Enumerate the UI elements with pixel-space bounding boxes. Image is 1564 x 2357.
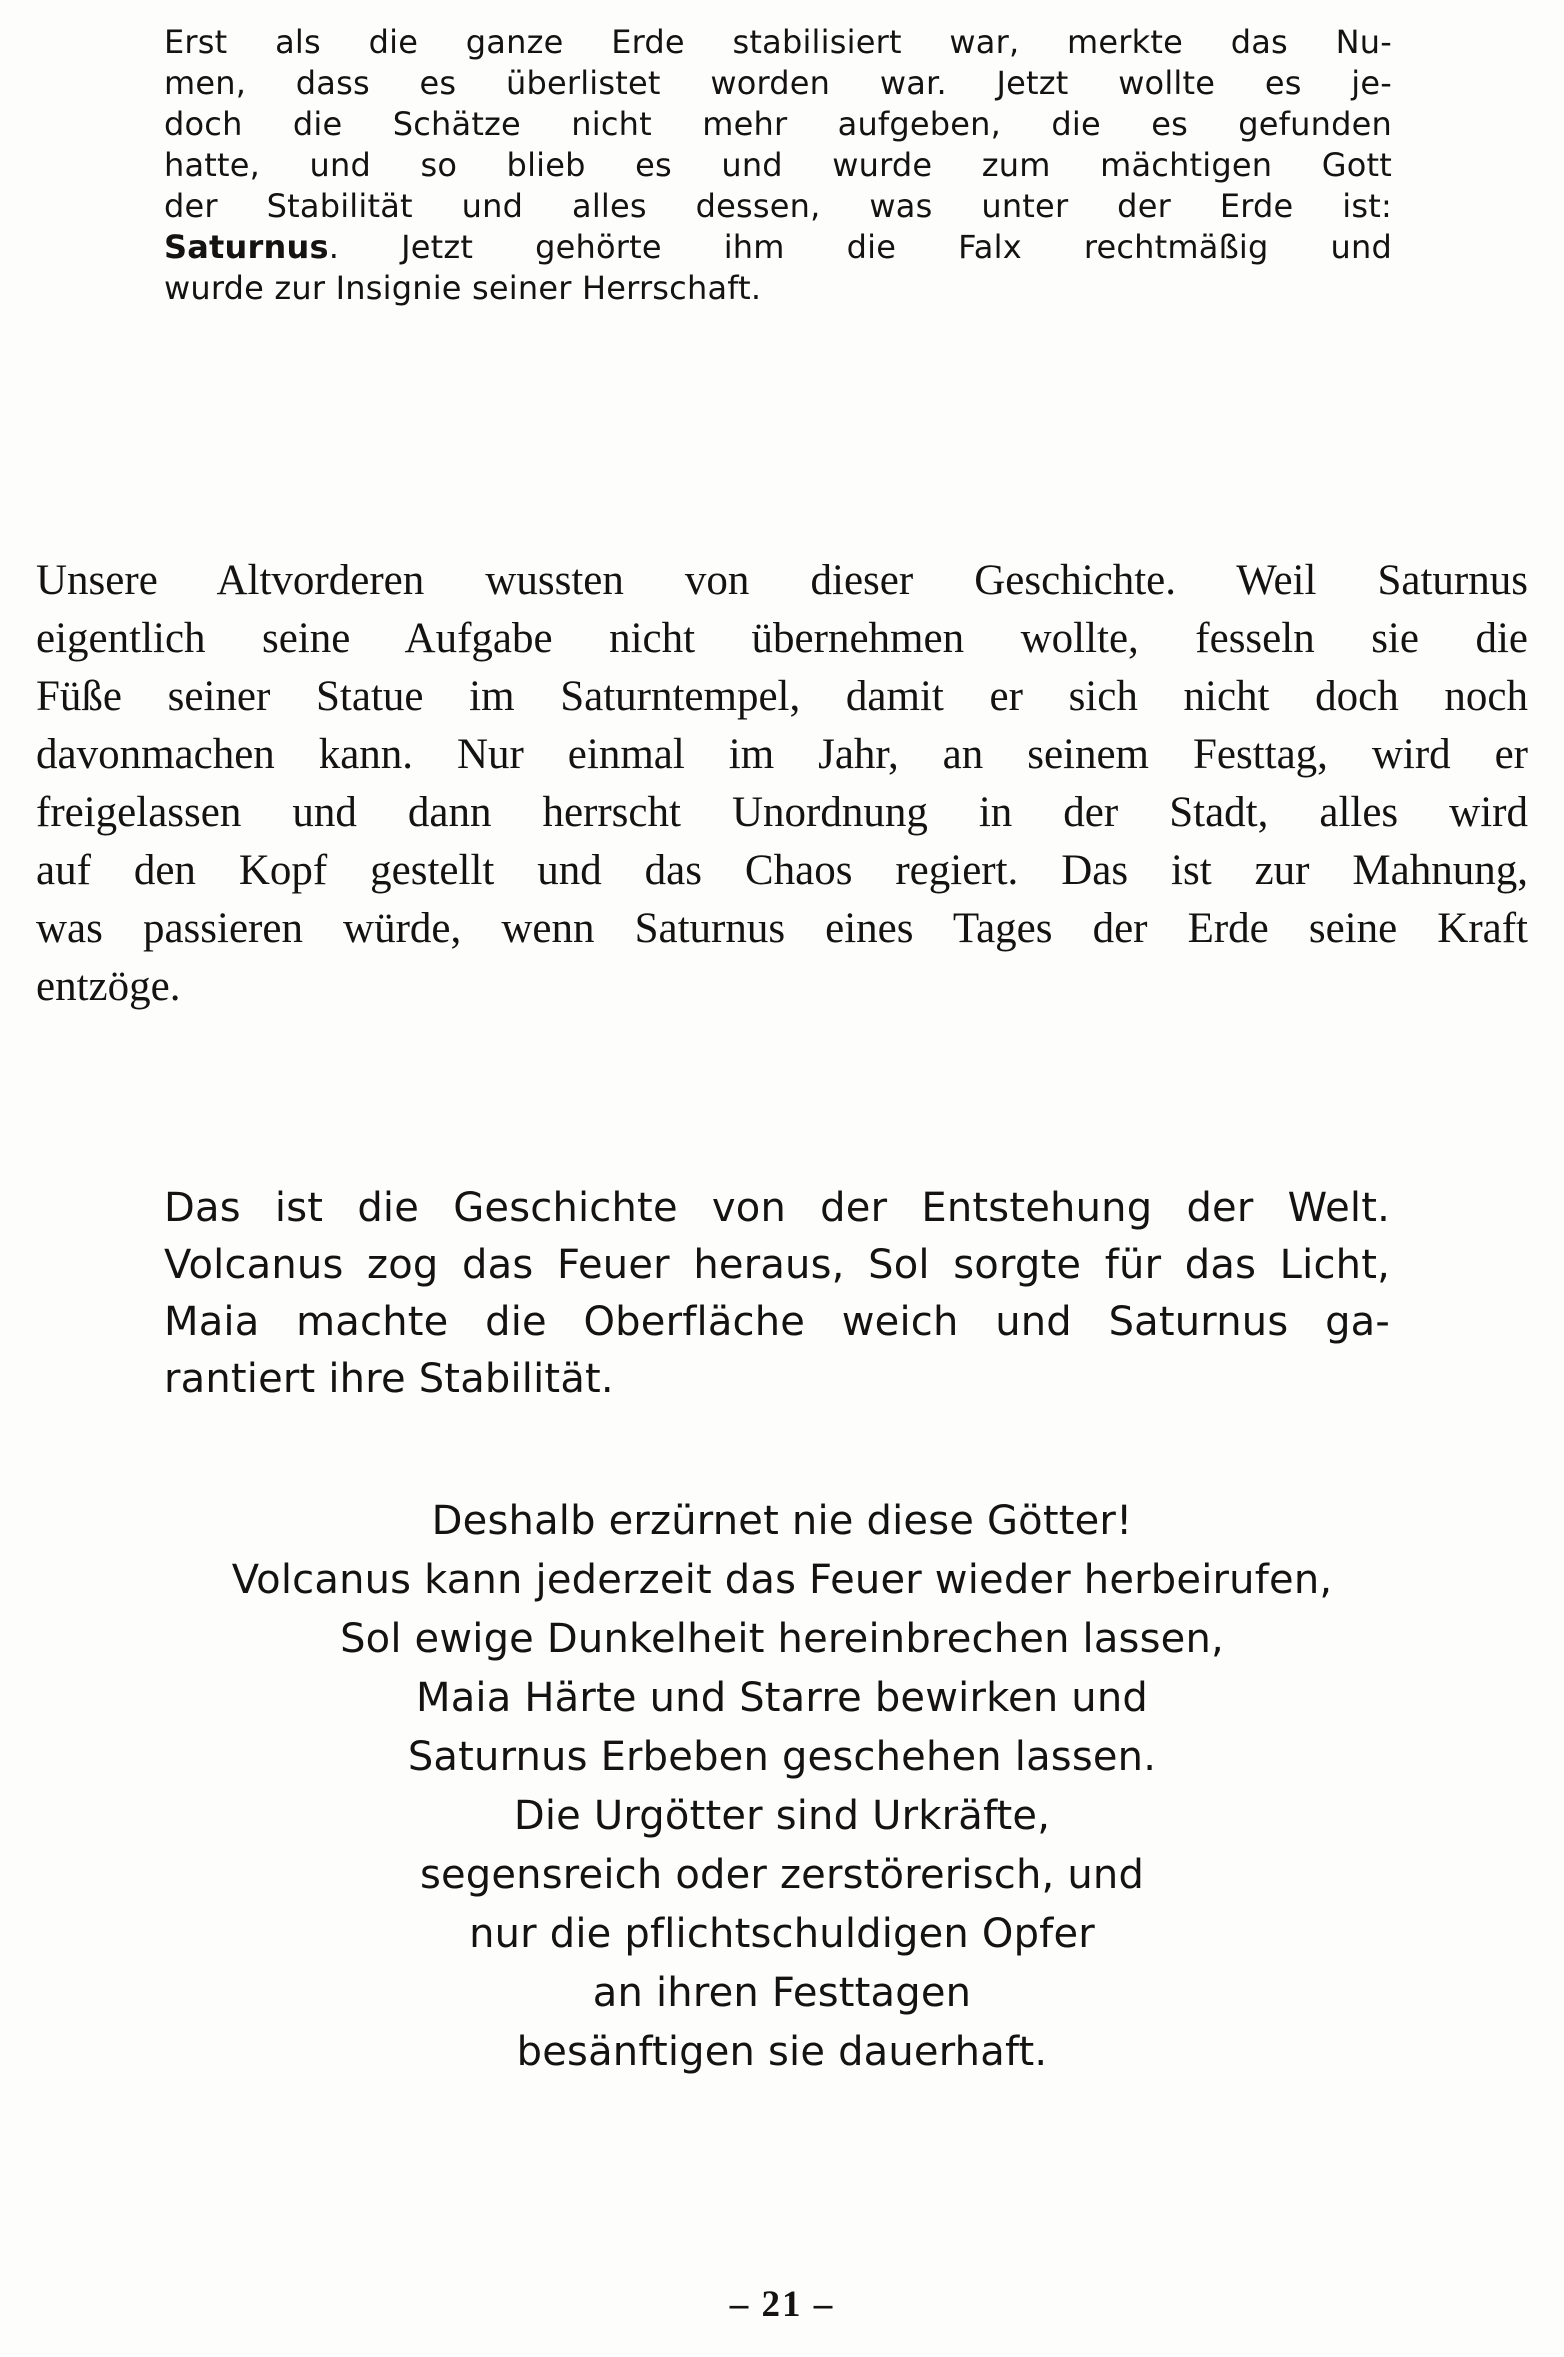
intro-line: hatte, und so blieb es und wurde zum mächtigen Gott (164, 146, 1392, 184)
intro-line: men, dass es überlistet worden war. Jetzt wollte es je- (164, 64, 1392, 102)
narrative-line: eigentlich seine Aufgabe nicht übernehmen wollte, fesseln sie die (36, 615, 1528, 662)
summary-line: Volcanus zog das Feuer heraus, Sol sorgte für das Licht, (164, 1242, 1390, 1288)
intro-line-rest: . Jetzt gehörte ihm die Falx rechtmäßig und (328, 228, 1392, 266)
summary-line-last: rantiert ihre Stabilität. (164, 1356, 614, 1402)
intro-paragraph (164, 22, 1392, 309)
verse-line: Sol ewige Dunkelheit hereinbrechen lassen, (340, 1616, 1224, 1662)
admonition-verse (12, 1492, 1552, 2082)
intro-line-last: wurde zur Insignie seiner Herrschaft. (164, 269, 762, 307)
narrative-paragraph (36, 552, 1528, 1016)
narrative-line: Füße seiner Statue im Saturntempel, damit er sich nicht doch noch (36, 673, 1528, 720)
page-number: – 21 – (729, 2284, 835, 2325)
verse-line: segensreich oder zerstörerisch, und (419, 1852, 1145, 1898)
narrative-line: freigelassen und dann herrscht Unordnung in der Stadt, alles wird (36, 789, 1528, 836)
narrative-line: Unsere Altvorderen wussten von dieser Geschichte. Weil Saturnus (36, 557, 1528, 604)
verse-line: Volcanus kann jederzeit das Feuer wieder herbeirufen, (231, 1557, 1333, 1603)
intro-line-saturnus (164, 227, 1392, 268)
intro-line: Erst als die ganze Erde stabilisiert war, merkte das Nu- (164, 23, 1392, 61)
saturnus-bold-text: Saturnus (164, 228, 329, 266)
verse-line: an ihren Festtagen (592, 1970, 972, 2016)
intro-line: doch die Schätze nicht mehr aufgeben, die es gefunden (164, 105, 1392, 143)
verse-line: Die Urgötter sind Urkräfte, (513, 1793, 1051, 1839)
summary-line: Das ist die Geschichte von der Entstehung der Welt. (164, 1185, 1390, 1231)
intro-line: der Stabilität und alles dessen, was unter der Erde ist: (164, 187, 1392, 225)
verse-line: Maia Härte und Starre bewirken und (415, 1675, 1148, 1721)
summary-paragraph (164, 1180, 1390, 1408)
narrative-line: was passieren würde, wenn Saturnus eines Tages der Erde seine Kraft (36, 905, 1528, 952)
verse-line: besänftigen sie dauerhaft. (516, 2029, 1048, 2075)
verse-line: Saturnus Erbeben geschehen lassen. (407, 1734, 1157, 1780)
narrative-line-last: entzöge. (36, 963, 181, 1010)
summary-line: Maia machte die Oberfläche weich und Saturnus ga- (164, 1299, 1390, 1345)
verse-line: nur die pflichtschuldigen Opfer (469, 1911, 1095, 1957)
verse-line: Deshalb erzürnet nie diese Götter! (431, 1498, 1133, 1544)
narrative-line: davonmachen kann. Nur einmal im Jahr, an seinem Festtag, wird er (36, 731, 1528, 778)
narrative-line: auf den Kopf gestellt und das Chaos regiert. Das ist zur Mahnung, (36, 847, 1528, 894)
